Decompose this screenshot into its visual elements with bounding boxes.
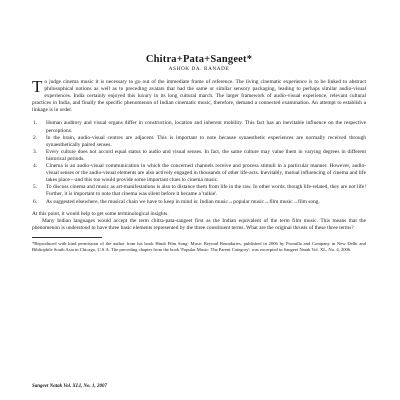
list-item-text: In the brain, audio-visual centres are adjacent. This is important to note because synaesthetic experiences are normally received through synaesthetically paired senses. — [46, 134, 366, 148]
article-title: Chitra+Pata+Sangeet* — [145, 54, 253, 65]
list-item-number: 4. — [33, 163, 38, 170]
footnote-divider — [32, 237, 102, 238]
body-paragraph: Many Indian languages would accept the term chitra-pata-sangeet first as the Indian equivalent of the term film music. This means that the phenomenon is understood to have three basic elements represented by the three constituent terms. What are the original thrusts of these three terms? — [32, 217, 366, 231]
body-paragraph: At this point, it would help to get some terminological insights. — [32, 210, 169, 217]
article-author: ASHOK DA. RANADE — [168, 66, 230, 72]
list-item — [32, 120, 366, 134]
list-item — [32, 149, 366, 163]
list-item-number: 5. — [33, 184, 38, 191]
list-item-number: 2. — [33, 134, 38, 141]
intro-paragraph — [32, 79, 366, 114]
list-item-number: 3. — [33, 148, 38, 155]
list-item — [32, 199, 366, 206]
drop-cap: T — [32, 77, 43, 96]
list-item-text: Human auditory and visual organs differ in construction, location and inherent mobility. This fact has an inevitable influence on the respective perceptions. — [46, 120, 366, 134]
intro-text: o judge cinema music it is necessary to go out of the immediate frame of reference. The living cinematic experience is to be linked to abstract philosophical notions as well as to preceding avatars that had the same or similar sensory packaging, leading to perhaps similar audio-visual experiences. India certainly enjoyed this luxury in its long cultural march. The larger framework of audio-visual experience, relevant cultural practices in India, and finally the specific phenomenon of Indian cinematic music, therefore, demand a connected examination. An attempt to establish a linkage is in order. — [32, 79, 366, 114]
list-item-text: Every culture does not accord equal status to audio and visual senses. In fact, the same culture may value them in varying degrees in different historical periods. — [46, 148, 366, 162]
list-item — [32, 163, 366, 184]
list-item-number: 1. — [33, 120, 38, 127]
footnote: *Reproduced with kind permission of the author from his book Hindi Film Song: Music Beyond Boundaries, published in 2006 by Promilla and Company in New Delhi and Bibliophile South Asia in Chicago, U.S.A. The preceding chapter from the book 'Popular Music: The Parent Category', was excerpted in Sangeet Natak Vol. XL, No. 4, 2006. — [32, 240, 366, 252]
list-item-text: Cinema is an audio-visual communication in which the concerned channels receive and process stimuli in a particular manner. However, audio-visual senses or the audio-visual elements are also actively engaged in thousands of other life-acts. Inevitably, mutual influencing of cinema and life takes place—and this too would provide some important clues to cinema music. — [46, 163, 366, 184]
list-item-text: To discuss cinema and music as art-manifestations is also to distance them from life in the raw. In other words, though life-related, they are not life! Further, it is important to note that cinema was silent before it became a 'talkie'. — [46, 184, 366, 198]
list-item — [32, 135, 366, 149]
list-item-text: As suggested elsewhere, the musical chain we have to keep in mind is: Indian music→popular music→film music→film song. — [46, 198, 320, 205]
list-item-number: 6. — [33, 198, 38, 205]
journal-footer: Sangeet Natak Vol. XLI, No. 1, 2007 — [32, 384, 108, 389]
list-item — [32, 184, 366, 198]
numbered-points-list — [32, 120, 366, 205]
